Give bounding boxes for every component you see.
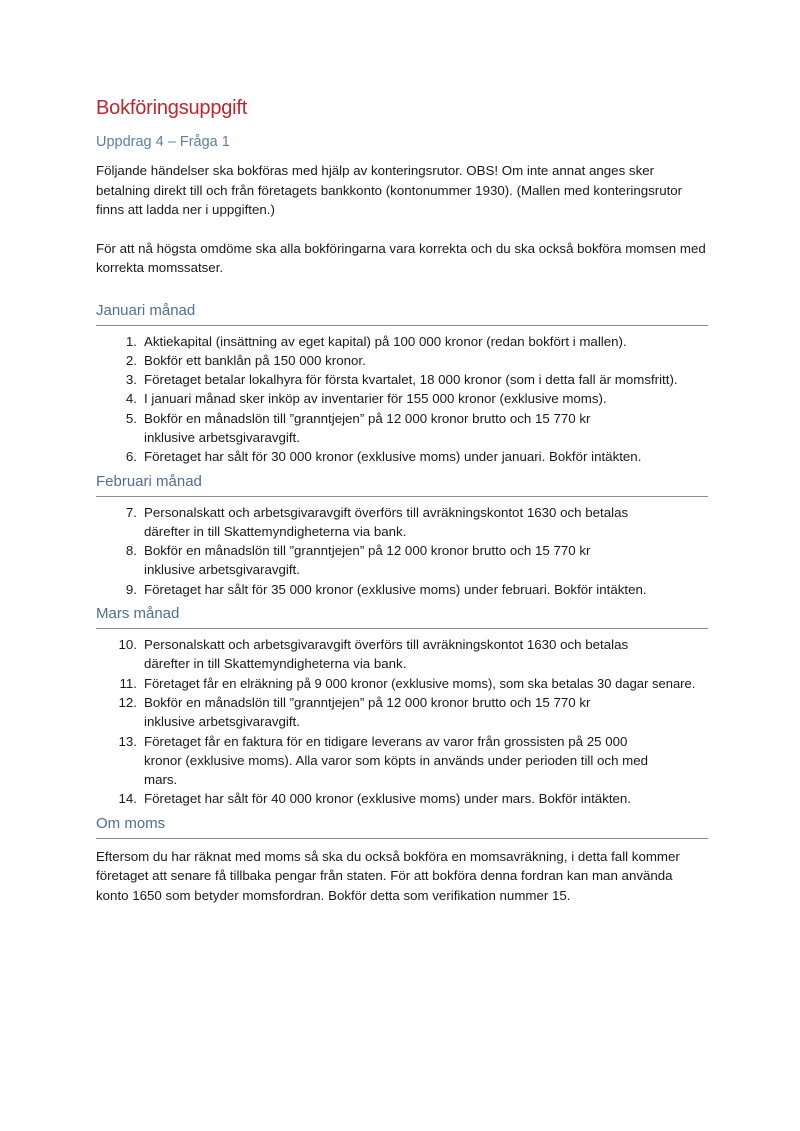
item-number: 1. <box>125 333 137 349</box>
item-text: Företaget har sålt för 40 000 kronor (exklusive moms) under mars. Bokför intäkten. <box>144 791 632 807</box>
list-item <box>96 447 708 466</box>
moms-paragraph: Eftersom du har räknat med moms så ska du också bokföra en momsavräkning, i detta fall kommer företaget att senare få tillbaka pengar från staten. För att bokföra denna fordran kan man använda konto 1650 som betyder momsfordran. Bokför detta som verifikation nummer 15. <box>96 848 680 903</box>
item-text: Bokför en månadslön till ”granntjejen” på 12 000 kronor brutto och 15 770 kr inklusive arbetsgivaravgift. <box>144 543 591 578</box>
item-text: Bokför en månadslön till ”granntjejen” på 12 000 kronor brutto och 15 770 kr inklusive arbetsgivaravgift. <box>144 694 591 730</box>
section-mars <box>96 603 708 809</box>
document-page <box>96 94 708 905</box>
list-item <box>96 409 708 448</box>
list-item <box>96 674 708 693</box>
list-item <box>96 370 708 389</box>
task-list <box>96 503 708 599</box>
section-heading: Januari månad <box>96 300 708 326</box>
item-number: 11. <box>119 675 137 691</box>
item-number: 5. <box>125 410 137 426</box>
item-number: 2. <box>125 352 137 368</box>
list-item <box>96 789 708 808</box>
item-number: 8. <box>125 543 137 559</box>
list-item <box>96 635 708 674</box>
item-number: 6. <box>125 449 137 465</box>
item-text: Bokför en månadslön till ”granntjejen” på 12 000 kronor brutto och 15 770 kr inklusive arbetsgivaravgift. <box>144 410 591 445</box>
task-list <box>96 332 708 467</box>
item-number: 12. <box>118 694 137 710</box>
section-februari <box>96 471 708 599</box>
section-januari <box>96 300 708 467</box>
document-title: Bokföringsuppgift <box>96 97 248 119</box>
item-number: 14. <box>118 791 137 807</box>
item-number: 4. <box>125 391 137 407</box>
item-number: 3. <box>125 372 137 388</box>
section-heading: Om moms <box>96 813 708 839</box>
item-text: Personalskatt och arbetsgivaravgift överförs till avräkningskontot 1630 och betalas därefter in till Skattemyndigheterna via bank. <box>144 504 629 539</box>
document-subtitle: Uppdrag 4 – Fråga 1 <box>96 134 230 150</box>
item-number: 13. <box>118 733 137 749</box>
item-text: Företaget betalar lokalhyra för första kvartalet, 18 000 kronor (som i detta fall är momsfritt). <box>144 372 678 388</box>
list-item <box>96 541 708 580</box>
list-item <box>96 693 708 732</box>
task-list <box>96 635 708 809</box>
list-item <box>96 332 708 351</box>
section-heading: Februari månad <box>96 471 708 497</box>
item-number: 7. <box>125 504 137 520</box>
item-text: Företaget har sålt för 35 000 kronor (exklusive moms) under februari. Bokför intäkten. <box>144 581 647 597</box>
item-number: 10. <box>118 637 137 653</box>
list-item <box>96 732 708 790</box>
item-text: Företaget har sålt för 30 000 kronor (exklusive moms) under januari. Bokför intäkten. <box>144 449 642 465</box>
section-heading: Mars månad <box>96 603 708 629</box>
item-text: Aktiekapital (insättning av eget kapital) på 100 000 kronor (redan bokfört i mallen). <box>144 333 627 349</box>
list-item <box>96 580 708 599</box>
item-text: I januari månad sker inköp av inventarier för 155 000 kronor (exklusive moms). <box>144 391 607 407</box>
list-item <box>96 389 708 408</box>
intro-paragraph: Följande händelser ska bokföras med hjälp av konteringsrutor. OBS! Om inte annat anges sker betalning direkt till och från företagets bankkonto (kontonummer 1930). (Mallen med konteringsrutor finns att ladda ner i uppgiften.) <box>96 163 683 217</box>
item-number: 9. <box>125 581 137 597</box>
requirement-paragraph: För att nå högsta omdöme ska alla bokföringarna vara korrekta och du ska också bokföra momsen med korrekta momssatser. <box>96 240 706 275</box>
item-text: Personalskatt och arbetsgivaravgift överförs till avräkningskontot 1630 och betalas därefter in till Skattemyndigheterna via bank. <box>144 637 629 672</box>
item-text: Bokför ett banklån på 150 000 kronor. <box>144 352 366 368</box>
item-text: Företaget får en elräkning på 9 000 kronor (exklusive moms), som ska betalas 30 dagar senare. <box>144 675 696 691</box>
list-item <box>96 351 708 370</box>
section-om-moms <box>96 813 708 906</box>
list-item <box>96 503 708 542</box>
item-text: Företaget får en faktura för en tidigare leverans av varor från grossisten på 25 000 kronor (exklusive moms). Alla varor som köpts in används under perioden till och med mars. <box>144 733 649 788</box>
